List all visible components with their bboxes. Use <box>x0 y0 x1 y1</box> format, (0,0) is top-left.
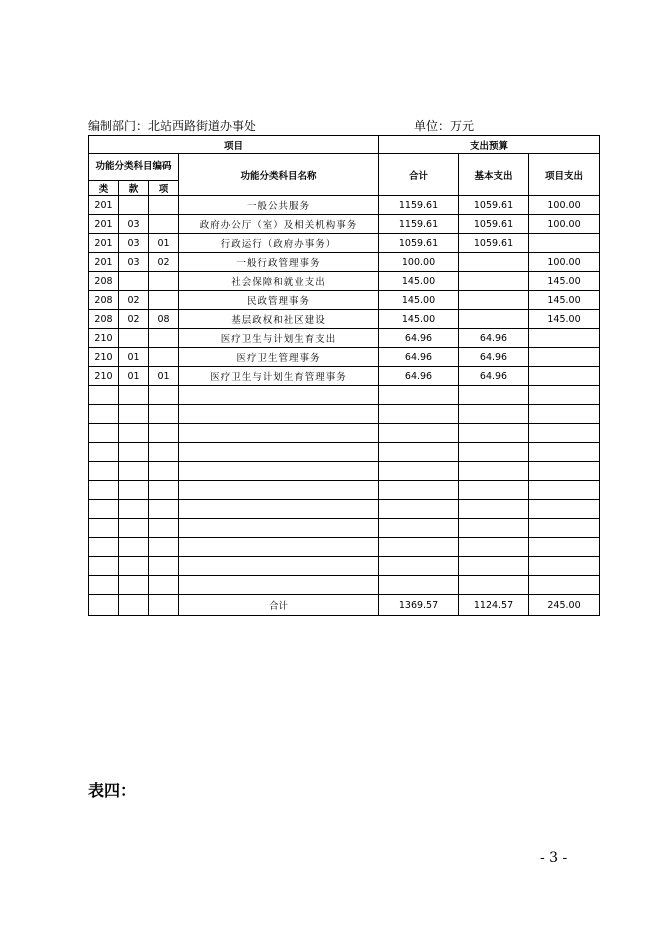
empty-cell <box>459 538 529 557</box>
empty-cell <box>459 481 529 500</box>
lei-header: 类 <box>89 181 119 196</box>
unit-label: 单位：万元 <box>414 119 475 133</box>
row-xiang <box>149 196 179 215</box>
empty-cell <box>529 386 600 405</box>
empty-cell <box>89 576 119 595</box>
header-line <box>88 117 600 135</box>
empty-cell <box>379 519 459 538</box>
row-total: 145.00 <box>379 310 459 329</box>
code-header: 功能分类科目编码 <box>89 154 179 181</box>
row-total: 145.00 <box>379 272 459 291</box>
row-kuan <box>119 329 149 348</box>
empty-cell <box>149 405 179 424</box>
empty-cell <box>459 576 529 595</box>
xiang-header: 项 <box>149 181 179 196</box>
empty-cell <box>89 557 119 576</box>
empty-row <box>89 557 600 576</box>
empty-cell <box>379 576 459 595</box>
empty-cell <box>179 462 379 481</box>
empty-cell <box>529 538 600 557</box>
empty-cell <box>179 405 379 424</box>
row-name: 民政管理事务 <box>179 291 379 310</box>
row-name: 一般公共服务 <box>179 196 379 215</box>
empty-row <box>89 481 600 500</box>
empty-cell <box>119 595 149 616</box>
empty-cell <box>119 386 149 405</box>
row-lei: 201 <box>89 215 119 234</box>
row-basic <box>459 310 529 329</box>
empty-cell <box>179 519 379 538</box>
row-lei: 210 <box>89 329 119 348</box>
row-kuan: 02 <box>119 310 149 329</box>
empty-cell <box>149 557 179 576</box>
row-name: 政府办公厅（室）及相关机构事务 <box>179 215 379 234</box>
empty-cell <box>179 443 379 462</box>
empty-cell <box>529 519 600 538</box>
basic-header: 基本支出 <box>459 154 529 196</box>
row-lei: 208 <box>89 272 119 291</box>
row-basic <box>459 291 529 310</box>
empty-cell <box>149 576 179 595</box>
row-total: 1159.61 <box>379 196 459 215</box>
row-project <box>529 348 600 367</box>
total-basic: 1124.57 <box>459 595 529 616</box>
empty-cell <box>459 557 529 576</box>
empty-cell <box>149 595 179 616</box>
empty-row <box>89 405 600 424</box>
empty-cell <box>379 462 459 481</box>
row-project: 145.00 <box>529 291 600 310</box>
empty-cell <box>119 500 149 519</box>
budget-table <box>88 135 600 616</box>
empty-cell <box>119 557 149 576</box>
project-expense-header: 项目支出 <box>529 154 600 196</box>
empty-row <box>89 462 600 481</box>
total-header: 合计 <box>379 154 459 196</box>
row-lei: 208 <box>89 310 119 329</box>
empty-cell <box>459 424 529 443</box>
row-xiang: 08 <box>149 310 179 329</box>
row-xiang <box>149 215 179 234</box>
row-kuan: 01 <box>119 367 149 386</box>
empty-cell <box>529 462 600 481</box>
empty-cell <box>459 519 529 538</box>
empty-cell <box>379 443 459 462</box>
table-row <box>89 272 600 291</box>
row-kuan <box>119 272 149 291</box>
empty-cell <box>459 443 529 462</box>
kuan-header: 款 <box>119 181 149 196</box>
empty-cell <box>179 576 379 595</box>
row-basic: 64.96 <box>459 367 529 386</box>
empty-cell <box>149 443 179 462</box>
empty-cell <box>149 500 179 519</box>
row-lei: 210 <box>89 348 119 367</box>
row-project: 145.00 <box>529 310 600 329</box>
row-kuan <box>119 196 149 215</box>
row-project <box>529 367 600 386</box>
empty-cell <box>149 538 179 557</box>
name-header: 功能分类科目名称 <box>179 154 379 196</box>
row-project: 100.00 <box>529 215 600 234</box>
empty-cell <box>379 557 459 576</box>
empty-cell <box>379 538 459 557</box>
table-row <box>89 253 600 272</box>
row-xiang: 01 <box>149 367 179 386</box>
empty-cell <box>89 481 119 500</box>
row-xiang: 02 <box>149 253 179 272</box>
row-name: 行政运行（政府办事务） <box>179 234 379 253</box>
table-body <box>89 196 600 616</box>
row-total: 64.96 <box>379 329 459 348</box>
empty-cell <box>379 481 459 500</box>
row-name: 医疗卫生与计划生育管理事务 <box>179 367 379 386</box>
row-total: 64.96 <box>379 367 459 386</box>
empty-cell <box>459 500 529 519</box>
empty-cell <box>529 500 600 519</box>
row-basic <box>459 253 529 272</box>
empty-cell <box>149 519 179 538</box>
row-total: 1159.61 <box>379 215 459 234</box>
empty-row <box>89 443 600 462</box>
empty-cell <box>529 424 600 443</box>
empty-cell <box>459 405 529 424</box>
row-project: 145.00 <box>529 272 600 291</box>
total-row <box>89 595 600 616</box>
empty-row <box>89 500 600 519</box>
table4-label: 表四： <box>88 781 137 800</box>
empty-cell <box>529 443 600 462</box>
row-lei: 208 <box>89 291 119 310</box>
empty-cell <box>89 405 119 424</box>
table-row <box>89 234 600 253</box>
empty-cell <box>89 538 119 557</box>
row-basic <box>459 272 529 291</box>
row-kuan: 03 <box>119 215 149 234</box>
table-row <box>89 329 600 348</box>
row-lei: 210 <box>89 367 119 386</box>
row-xiang: 01 <box>149 234 179 253</box>
row-basic: 1059.61 <box>459 234 529 253</box>
total-project: 245.00 <box>529 595 600 616</box>
project-header: 项目 <box>89 136 379 154</box>
row-project <box>529 234 600 253</box>
empty-cell <box>179 557 379 576</box>
row-total: 145.00 <box>379 291 459 310</box>
empty-cell <box>89 443 119 462</box>
empty-cell <box>379 405 459 424</box>
row-kuan: 03 <box>119 253 149 272</box>
empty-cell <box>89 500 119 519</box>
empty-cell <box>179 500 379 519</box>
empty-cell <box>119 538 149 557</box>
table-row <box>89 367 600 386</box>
row-basic: 1059.61 <box>459 196 529 215</box>
row-total: 1059.61 <box>379 234 459 253</box>
empty-cell <box>119 424 149 443</box>
row-kuan: 01 <box>119 348 149 367</box>
empty-cell <box>149 386 179 405</box>
row-xiang <box>149 291 179 310</box>
empty-cell <box>89 595 119 616</box>
empty-cell <box>379 424 459 443</box>
table-row <box>89 196 600 215</box>
empty-cell <box>179 538 379 557</box>
empty-row <box>89 538 600 557</box>
empty-cell <box>119 443 149 462</box>
empty-cell <box>89 424 119 443</box>
empty-cell <box>119 405 149 424</box>
total-label: 合计 <box>179 595 379 616</box>
empty-cell <box>119 576 149 595</box>
empty-cell <box>529 481 600 500</box>
row-kuan: 03 <box>119 234 149 253</box>
row-xiang <box>149 272 179 291</box>
empty-cell <box>529 576 600 595</box>
empty-row <box>89 386 600 405</box>
empty-cell <box>119 462 149 481</box>
empty-cell <box>529 557 600 576</box>
row-xiang <box>149 348 179 367</box>
empty-cell <box>89 519 119 538</box>
row-kuan: 02 <box>119 291 149 310</box>
row-project: 100.00 <box>529 196 600 215</box>
row-lei: 201 <box>89 253 119 272</box>
empty-cell <box>459 462 529 481</box>
row-lei: 201 <box>89 234 119 253</box>
row-name: 医疗卫生与计划生育支出 <box>179 329 379 348</box>
row-project <box>529 329 600 348</box>
budget-header: 支出预算 <box>379 136 600 154</box>
row-name: 医疗卫生管理事务 <box>179 348 379 367</box>
empty-row <box>89 424 600 443</box>
row-total: 64.96 <box>379 348 459 367</box>
empty-cell <box>179 481 379 500</box>
empty-cell <box>179 386 379 405</box>
compiling-department: 编制部门：北站西路街道办事处 <box>88 119 257 133</box>
empty-row <box>89 519 600 538</box>
row-total: 100.00 <box>379 253 459 272</box>
table-row <box>89 348 600 367</box>
row-basic: 64.96 <box>459 329 529 348</box>
page-number: - 3 - <box>540 850 568 866</box>
row-name: 社会保障和就业支出 <box>179 272 379 291</box>
empty-row <box>89 576 600 595</box>
empty-cell <box>119 481 149 500</box>
empty-cell <box>149 481 179 500</box>
table-row <box>89 215 600 234</box>
empty-cell <box>529 405 600 424</box>
empty-cell <box>89 386 119 405</box>
row-lei: 201 <box>89 196 119 215</box>
row-basic: 1059.61 <box>459 215 529 234</box>
row-name: 基层政权和社区建设 <box>179 310 379 329</box>
empty-cell <box>89 462 119 481</box>
row-basic: 64.96 <box>459 348 529 367</box>
empty-cell <box>379 386 459 405</box>
empty-cell <box>119 519 149 538</box>
empty-cell <box>379 500 459 519</box>
row-xiang <box>149 329 179 348</box>
table-row <box>89 310 600 329</box>
row-name: 一般行政管理事务 <box>179 253 379 272</box>
row-project: 100.00 <box>529 253 600 272</box>
total-sum: 1369.57 <box>379 595 459 616</box>
empty-cell <box>149 424 179 443</box>
empty-cell <box>179 424 379 443</box>
empty-cell <box>149 462 179 481</box>
empty-cell <box>459 386 529 405</box>
table-row <box>89 291 600 310</box>
